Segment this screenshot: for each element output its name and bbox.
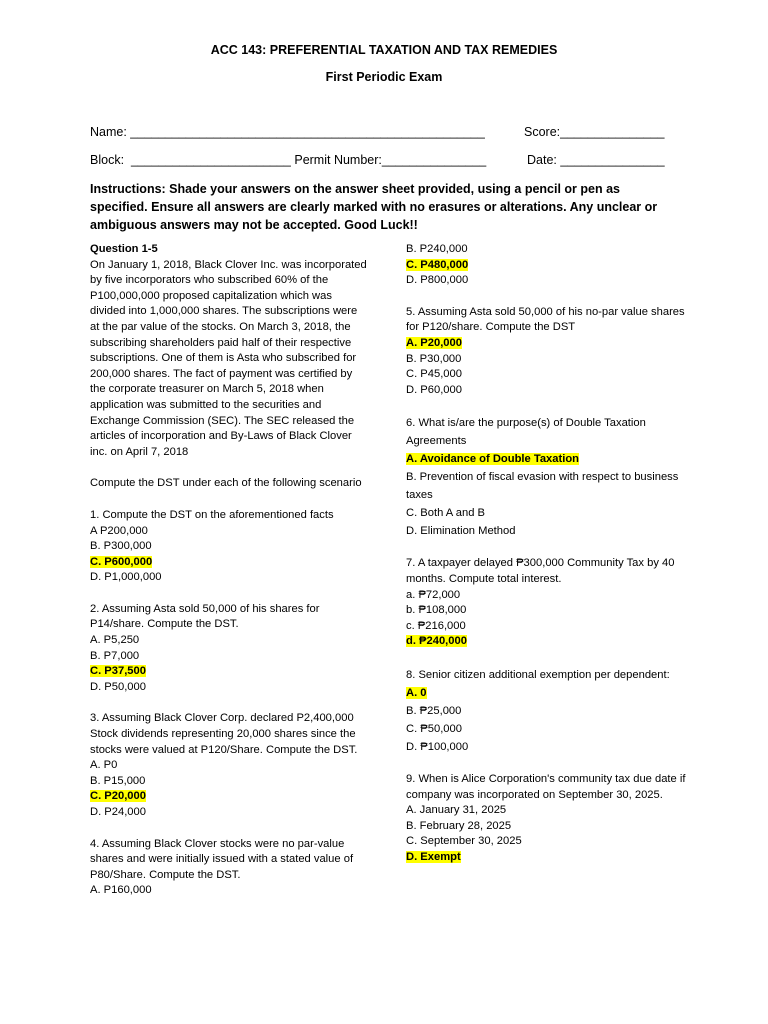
option: D. P24,000 — [90, 806, 146, 818]
question-3 — [90, 711, 368, 820]
option: B. P300,000 — [90, 540, 152, 553]
correct-answer-highlight: C. P37,500 — [90, 665, 146, 678]
correct-answer-highlight: C. P20,000 — [90, 790, 146, 803]
option: B. P30,000 — [406, 352, 462, 365]
question-6 — [406, 414, 686, 540]
option: C. ₱50,000 — [406, 722, 462, 735]
scenario-text: On January 1, 2018, Black Clover Inc. was incorporated by five incorporators who subscribed 60% of the P100,000,000 proposed capitalization which was divided into 1,000,000 shares. The subscriptions were at the par value of the stocks. On March 3, 2018, the subscribing shareholders paid half of their respective subscriptions. One of them is Asta who subscribed for 200,000 shares. The fact of payment was certified by the corporate treasurer on March 5, 2018 when application was submitted to the securities and Exchange Commission (SEC). The SEC released the articles of incorporation and By-Laws of Black Clover inc. on April 7, 2018 — [90, 258, 367, 458]
scenario-heading: Question 1-5 — [90, 243, 158, 255]
date-field: Date: _______________ — [527, 153, 665, 167]
option: B. February 28, 2025 — [406, 819, 512, 832]
instructions: Instructions: Shade your answers on the answer sheet provided, using a pencil or pen as specified. Ensure all answers are clearly marked with no erasures or alterations. Any unclear or ambiguous answers may not be accepted. Good Luck!! — [90, 182, 658, 232]
correct-answer-highlight: A. 0 — [406, 686, 427, 699]
score-field: Score:_______________ — [524, 125, 665, 139]
option: A. P160,000 — [90, 884, 152, 897]
correct-answer-highlight: d. ₱240,000 — [406, 635, 467, 648]
option: D. P50,000 — [90, 680, 146, 693]
option: A. January 31, 2025 — [406, 804, 507, 817]
exam-title: First Periodic Exam — [325, 70, 443, 84]
option: C. Both A and B — [406, 507, 485, 520]
scenario-prompt: Compute the DST under each of the following scenario — [90, 477, 362, 490]
option: D. P1,000,000 — [90, 571, 162, 584]
left-column — [90, 242, 368, 899]
option: A. P5,250 — [90, 634, 140, 647]
correct-answer-highlight: A. P20,000 — [406, 336, 462, 349]
correct-answer-highlight: A. Avoidance of Double Taxation — [406, 453, 580, 466]
question-text: 3. Assuming Black Clover Corp. declared P2,400,000 Stock dividends representing 20,000 shares since the stocks were valued at P120/Share. Compute the DST. — [90, 712, 358, 756]
question-text: 6. What is/are the purpose(s) of Double Taxation Agreements — [406, 417, 646, 448]
option: D. Elimination Method — [406, 525, 516, 538]
question-text: 1. Compute the DST on the aforementioned facts — [90, 508, 334, 521]
option: B. ₱25,000 — [406, 704, 462, 717]
option: A. P0 — [90, 759, 118, 772]
question-text: 5. Assuming Asta sold 50,000 of his no-par value shares for P120/share. Compute the DST — [406, 305, 685, 334]
option: b. ₱108,000 — [406, 604, 467, 617]
question-4-continued — [406, 242, 686, 289]
question-9 — [406, 772, 686, 866]
name-field: Name: ___________________________________________________ — [90, 125, 485, 139]
question-2 — [90, 602, 368, 696]
correct-answer-highlight: D. Exempt — [406, 850, 461, 863]
question-4 — [90, 837, 368, 899]
option: C. September 30, 2025 — [406, 835, 522, 848]
right-column — [406, 242, 686, 865]
option: D. ₱100,000 — [406, 740, 469, 753]
question-text: 9. When is Alice Corporation's community tax due date if company was incorporated on September 30, 2025. — [406, 772, 686, 801]
question-7 — [406, 556, 686, 650]
option: c. ₱216,000 — [406, 619, 466, 632]
question-text: 2. Assuming Asta sold 50,000 of his shares for P14/share. Compute the DST. — [90, 602, 320, 631]
option: D. P800,000 — [406, 274, 469, 287]
option: B. Prevention of fiscal evasion with respect to business taxes — [406, 471, 679, 502]
option: D. P60,000 — [406, 383, 462, 396]
option: A P200,000 — [90, 524, 148, 537]
option: B. P7,000 — [90, 649, 140, 662]
question-text: 7. A taxpayer delayed ₱300,000 Community Tax by 40 months. Compute total interest. — [406, 557, 675, 585]
question-text: 8. Senior citizen additional exemption per dependent: — [406, 668, 670, 681]
block-permit-field: Block: _______________________ Permit Number:_______________ — [90, 153, 487, 167]
option: B. P15,000 — [90, 774, 146, 787]
question-1 — [90, 508, 368, 586]
correct-answer-highlight: C. P480,000 — [406, 258, 469, 271]
question-8 — [406, 666, 686, 756]
course-title: ACC 143: PREFERENTIAL TAXATION AND TAX REMEDIES — [210, 43, 558, 57]
question-text: 4. Assuming Black Clover stocks were no par-value shares and were initially issued with a stated value of P80/Share. Compute the DST. — [90, 837, 354, 881]
question-5 — [406, 305, 686, 399]
option: C. P45,000 — [406, 368, 462, 381]
option: B. P240,000 — [406, 243, 468, 255]
option: a. ₱72,000 — [406, 588, 461, 601]
correct-answer-highlight: C. P600,000 — [90, 555, 153, 568]
